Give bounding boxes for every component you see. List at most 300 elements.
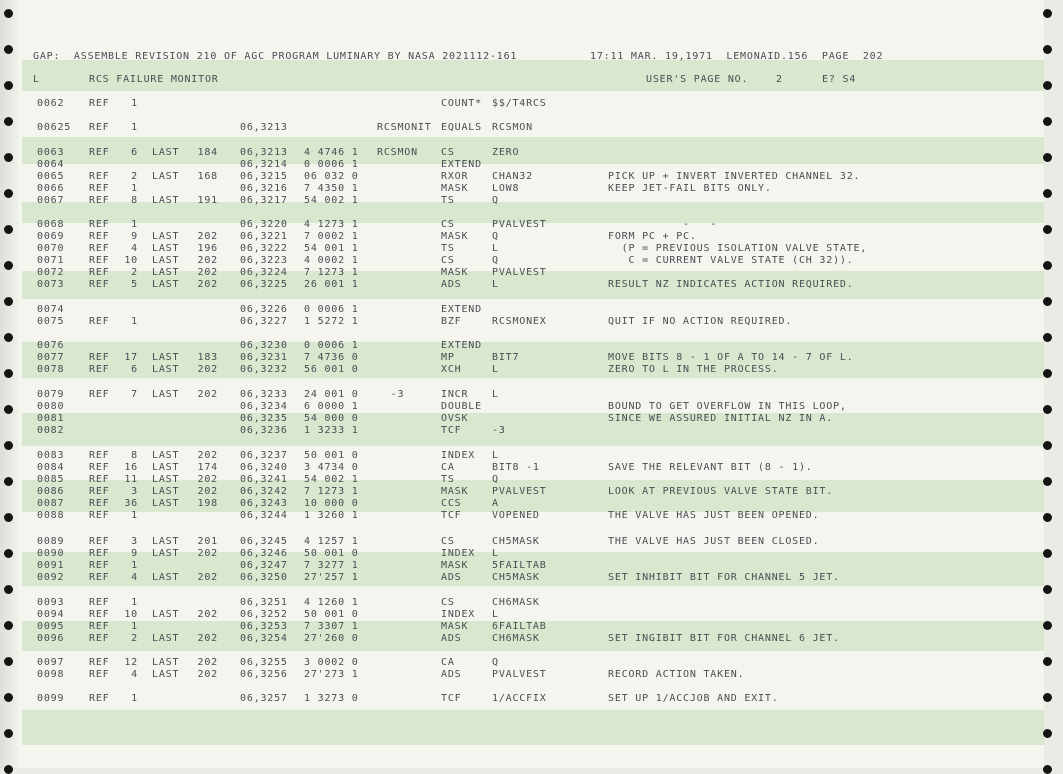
row-operand: Q (492, 657, 499, 668)
row-last-num: 202 (197, 633, 218, 644)
row-op: EXTEND (441, 340, 482, 351)
row-operand: PVALVEST (492, 267, 547, 278)
row-ref: REF (89, 195, 110, 206)
row-last-num: 202 (197, 279, 218, 290)
row-operand: $$/T4RCS (492, 98, 547, 109)
listing-row (0, 183, 1063, 195)
row-operand: RCSMONEX (492, 316, 547, 327)
row-line: 0063 (37, 147, 65, 158)
row-code: 27'260 0 (304, 633, 359, 644)
row-operand: L (492, 609, 499, 620)
row-addr: 06,3227 (240, 316, 288, 327)
row-comment: - - (608, 219, 718, 230)
row-op: MASK (441, 183, 469, 194)
row-line: 0092 (37, 572, 65, 583)
row-ref: REF (89, 633, 110, 644)
row-label: RCSMON (377, 147, 418, 158)
listing-row (0, 536, 1063, 548)
row-comment: SET INHIBIT BIT FOR CHANNEL 5 JET. (608, 572, 840, 583)
feed-hole (4, 9, 13, 18)
row-operand: 5FAILTAB (492, 560, 547, 571)
row-addr: 06,3216 (240, 183, 288, 194)
row-line: 0085 (37, 474, 65, 485)
printout-sheet (18, 0, 1044, 768)
row-comment: SINCE WE ASSURED INITIAL NZ IN A. (608, 413, 834, 424)
row-code: 7 3307 1 (304, 621, 359, 632)
row-comment: RESULT NZ INDICATES ACTION REQUIRED. (608, 279, 854, 290)
row-last: LAST (152, 195, 180, 206)
row-line: 0077 (37, 352, 65, 363)
row-comment: SET UP 1/ACCJOB AND EXIT. (608, 693, 779, 704)
feed-hole (4, 81, 13, 90)
row-count: 4 (131, 572, 138, 583)
row-count: 10 (124, 255, 138, 266)
row-count: 2 (131, 171, 138, 182)
row-line: 0084 (37, 462, 65, 473)
row-operand: 1/ACCFIX (492, 693, 547, 704)
right-code: E? S4 (822, 74, 857, 85)
row-code: 7 4736 0 (304, 352, 359, 363)
feed-hole (1043, 45, 1052, 54)
listing-row (0, 560, 1063, 572)
row-line: 0072 (37, 267, 65, 278)
feed-hole (4, 441, 13, 450)
row-comment: QUIT IF NO ACTION REQUIRED. (608, 316, 793, 327)
section-title: RCS FAILURE MONITOR (89, 74, 219, 85)
row-code: 24 001 0 (304, 389, 359, 400)
row-line: 0068 (37, 219, 65, 230)
row-comment: RECORD ACTION TAKEN. (608, 669, 745, 680)
row-op: CA (441, 462, 455, 473)
row-op: TS (441, 243, 455, 254)
row-ref: REF (89, 572, 110, 583)
row-line: 00625 (37, 122, 72, 133)
row-count: 4 (131, 243, 138, 254)
listing-row (0, 510, 1063, 522)
row-addr: 06,3213 (240, 147, 288, 158)
row-addr: 06,3225 (240, 279, 288, 290)
row-operand: PVALVEST (492, 669, 547, 680)
row-ref: REF (89, 364, 110, 375)
row-addr: 06,3214 (240, 159, 288, 170)
row-last-num: 202 (197, 572, 218, 583)
row-last-num: 196 (197, 243, 218, 254)
row-count: 10 (124, 609, 138, 620)
feed-hole (4, 765, 13, 774)
user-page-number: 2 (776, 74, 783, 85)
row-op: INDEX (441, 548, 476, 559)
row-ref: REF (89, 657, 110, 668)
row-addr: 06,3242 (240, 486, 288, 497)
row-ref: REF (89, 486, 110, 497)
row-addr: 06,3231 (240, 352, 288, 363)
feed-hole (1043, 729, 1052, 738)
row-last-num: 202 (197, 486, 218, 497)
row-line: 0079 (37, 389, 65, 400)
listing-row (0, 657, 1063, 669)
row-line: 0095 (37, 621, 65, 632)
row-op: COUNT* (441, 98, 482, 109)
row-op: INDEX (441, 609, 476, 620)
row-line: 0076 (37, 340, 65, 351)
green-band (22, 710, 1044, 745)
row-operand: -3 (492, 425, 506, 436)
row-ref: REF (89, 609, 110, 620)
listing-row (0, 389, 1063, 401)
row-count: 1 (131, 560, 138, 571)
row-addr: 06,3240 (240, 462, 288, 473)
row-last: LAST (152, 462, 180, 473)
row-op: MP (441, 352, 455, 363)
row-count: 7 (131, 389, 138, 400)
row-ref: REF (89, 122, 110, 133)
row-ref: REF (89, 669, 110, 680)
row-code: 7 4350 1 (304, 183, 359, 194)
row-ref: REF (89, 510, 110, 521)
listing-row (0, 122, 1063, 134)
row-code: 3 4734 0 (304, 462, 359, 473)
row-ref: REF (89, 498, 110, 509)
row-op: TCF (441, 510, 462, 521)
row-op: CCS (441, 498, 462, 509)
row-operand: CHAN32 (492, 171, 533, 182)
row-addr: 06,3235 (240, 413, 288, 424)
feed-hole (4, 45, 13, 54)
row-last-num: 202 (197, 255, 218, 266)
row-ref: REF (89, 462, 110, 473)
row-last-num: 202 (197, 267, 218, 278)
row-last: LAST (152, 669, 180, 680)
row-count: 2 (131, 633, 138, 644)
row-code: 1 3260 1 (304, 510, 359, 521)
row-ref: REF (89, 231, 110, 242)
user-page-label: USER'S PAGE NO. (646, 74, 749, 85)
feed-hole (4, 729, 13, 738)
row-operand: PVALVEST (492, 486, 547, 497)
row-code: 26 001 1 (304, 279, 359, 290)
row-last-num: 202 (197, 669, 218, 680)
row-count: 8 (131, 450, 138, 461)
row-addr: 06,3215 (240, 171, 288, 182)
row-ref: REF (89, 352, 110, 363)
row-code: 0 0006 1 (304, 304, 359, 315)
row-last: LAST (152, 633, 180, 644)
row-operand: PVALVEST (492, 219, 547, 230)
row-code: 4 4746 1 (304, 147, 359, 158)
row-code: 54 002 1 (304, 195, 359, 206)
row-op: ADS (441, 633, 462, 644)
row-op: CS (441, 219, 455, 230)
row-count: 6 (131, 364, 138, 375)
row-count: 1 (131, 219, 138, 230)
listing-row (0, 340, 1063, 352)
row-op: CS (441, 536, 455, 547)
row-code: 27'257 1 (304, 572, 359, 583)
row-operand: BIT7 (492, 352, 520, 363)
row-line: 0078 (37, 364, 65, 375)
row-last: LAST (152, 486, 180, 497)
row-operand: BIT8 -1 (492, 462, 540, 473)
row-count: 12 (124, 657, 138, 668)
row-last: LAST (152, 267, 180, 278)
row-last-num: 174 (197, 462, 218, 473)
row-addr: 06,3253 (240, 621, 288, 632)
row-ref: REF (89, 474, 110, 485)
row-line: 0093 (37, 597, 65, 608)
row-code: 7 0002 1 (304, 231, 359, 242)
row-code: 10 000 0 (304, 498, 359, 509)
row-code: 54 002 1 (304, 474, 359, 485)
row-code: 7 3277 1 (304, 560, 359, 571)
listing-row (0, 633, 1063, 645)
row-addr: 06,3254 (240, 633, 288, 644)
listing-row (0, 462, 1063, 474)
row-code: 4 1257 1 (304, 536, 359, 547)
row-last: LAST (152, 609, 180, 620)
row-addr: 06,3217 (240, 195, 288, 206)
row-addr: 06,3236 (240, 425, 288, 436)
row-last-num: 202 (197, 474, 218, 485)
row-line: 0097 (37, 657, 65, 668)
row-ref: REF (89, 147, 110, 158)
row-last: LAST (152, 352, 180, 363)
row-operand: Q (492, 195, 499, 206)
row-code: 27'273 1 (304, 669, 359, 680)
row-last-num: 202 (197, 548, 218, 559)
row-ref: REF (89, 621, 110, 632)
listing-row (0, 316, 1063, 328)
row-op: MASK (441, 231, 469, 242)
row-op: TS (441, 474, 455, 485)
row-last: LAST (152, 231, 180, 242)
row-ref: REF (89, 243, 110, 254)
row-last: LAST (152, 147, 180, 158)
row-code: 54 000 0 (304, 413, 359, 424)
listing-row (0, 352, 1063, 364)
row-count: 3 (131, 536, 138, 547)
row-line: 0083 (37, 450, 65, 461)
row-line: 0086 (37, 486, 65, 497)
row-op: MASK (441, 621, 469, 632)
row-op: CA (441, 657, 455, 668)
row-last: LAST (152, 548, 180, 559)
row-ref: REF (89, 548, 110, 559)
row-addr: 06,3251 (240, 597, 288, 608)
row-count: 11 (124, 474, 138, 485)
row-last: LAST (152, 171, 180, 182)
row-ref: REF (89, 219, 110, 230)
row-code: 4 1260 1 (304, 597, 359, 608)
row-last: LAST (152, 364, 180, 375)
row-comment: KEEP JET-FAIL BITS ONLY. (608, 183, 772, 194)
row-addr: 06,3252 (240, 609, 288, 620)
row-addr: 06,3243 (240, 498, 288, 509)
row-count: 1 (131, 122, 138, 133)
row-line: 0065 (37, 171, 65, 182)
listing-row (0, 572, 1063, 584)
listing-row (0, 279, 1063, 291)
row-count: 5 (131, 279, 138, 290)
row-operand: CH6MASK (492, 633, 540, 644)
row-operand: CH5MASK (492, 572, 540, 583)
feed-hole (1043, 81, 1052, 90)
feed-hole (1043, 9, 1052, 18)
row-line: 0081 (37, 413, 65, 424)
listing-row (0, 267, 1063, 279)
row-last-num: 191 (197, 195, 218, 206)
row-line: 0087 (37, 498, 65, 509)
row-addr: 06,3247 (240, 560, 288, 571)
row-count: 6 (131, 147, 138, 158)
row-comment: THE VALVE HAS JUST BEEN OPENED. (608, 510, 820, 521)
listing-row (0, 243, 1063, 255)
row-code: 7 1273 1 (304, 267, 359, 278)
row-last: LAST (152, 657, 180, 668)
row-op: INDEX (441, 450, 476, 461)
row-addr: 06,3257 (240, 693, 288, 704)
row-op: CS (441, 147, 455, 158)
row-ref: REF (89, 98, 110, 109)
row-op: EXTEND (441, 159, 482, 170)
row-code: 06 032 0 (304, 171, 359, 182)
row-comment: FORM PC + PC. (608, 231, 697, 242)
row-code: 50 001 0 (304, 450, 359, 461)
row-addr: 06,3230 (240, 340, 288, 351)
row-count: 9 (131, 548, 138, 559)
listing-row (0, 413, 1063, 425)
row-last-num: 184 (197, 147, 218, 158)
row-label: -3 (377, 389, 405, 400)
row-operand: L (492, 364, 499, 375)
row-op: MASK (441, 560, 469, 571)
row-code: 1 5272 1 (304, 316, 359, 327)
row-last: LAST (152, 498, 180, 509)
row-op: DOUBLE (441, 401, 482, 412)
row-label: RCSMONIT (377, 122, 432, 133)
row-op: CS (441, 255, 455, 266)
row-code: 3 0002 0 (304, 657, 359, 668)
listing-row (0, 498, 1063, 510)
row-op: MASK (441, 267, 469, 278)
listing-row (0, 98, 1063, 110)
row-code: 56 001 0 (304, 364, 359, 375)
row-line: 0094 (37, 609, 65, 620)
listing-row (0, 450, 1063, 462)
row-operand: L (492, 389, 499, 400)
listing-row (0, 171, 1063, 183)
row-code: 54 001 1 (304, 243, 359, 254)
row-addr: 06,3246 (240, 548, 288, 559)
row-ref: REF (89, 536, 110, 547)
row-code: 0 0006 1 (304, 340, 359, 351)
header-title: GAP: ASSEMBLE REVISION 210 OF AGC PROGRAM LUMINARY BY NASA 2021112-161 (33, 51, 518, 62)
row-addr: 06,3224 (240, 267, 288, 278)
row-ref: REF (89, 279, 110, 290)
row-code: 0 0006 1 (304, 159, 359, 170)
row-count: 1 (131, 693, 138, 704)
row-op: ADS (441, 669, 462, 680)
row-count: 2 (131, 267, 138, 278)
row-code: 50 001 0 (304, 609, 359, 620)
row-op: MASK (441, 486, 469, 497)
row-addr: 06,3256 (240, 669, 288, 680)
row-ref: REF (89, 389, 110, 400)
row-line: 0088 (37, 510, 65, 521)
row-last: LAST (152, 572, 180, 583)
row-ref: REF (89, 693, 110, 704)
row-op: EXTEND (441, 304, 482, 315)
row-count: 1 (131, 597, 138, 608)
row-last-num: 202 (197, 609, 218, 620)
row-comment: C = CURRENT VALVE STATE (CH 32)). (608, 255, 854, 266)
row-last-num: 202 (197, 657, 218, 668)
row-code: 6 0000 1 (304, 401, 359, 412)
row-op: TCF (441, 425, 462, 436)
row-addr: 06,3222 (240, 243, 288, 254)
feed-hole (1043, 441, 1052, 450)
row-count: 36 (124, 498, 138, 509)
row-code: 1 3233 1 (304, 425, 359, 436)
row-last-num: 183 (197, 352, 218, 363)
row-comment: PICK UP + INVERT INVERTED CHANNEL 32. (608, 171, 861, 182)
row-addr: 06,3226 (240, 304, 288, 315)
row-last-num: 202 (197, 364, 218, 375)
listing-row (0, 304, 1063, 316)
row-op: OVSK (441, 413, 469, 424)
listing-row (0, 609, 1063, 621)
listing-row (0, 669, 1063, 681)
row-op: ADS (441, 279, 462, 290)
listing-row (0, 231, 1063, 243)
header-time: 17:11 MAR. 19,1971 LEMONAID.156 PAGE 202 (590, 51, 884, 62)
row-last-num: 201 (197, 536, 218, 547)
row-line: 0062 (37, 98, 65, 109)
row-count: 1 (131, 98, 138, 109)
row-op: RXOR (441, 171, 469, 182)
row-ref: REF (89, 597, 110, 608)
row-operand: L (492, 279, 499, 290)
row-line: 0071 (37, 255, 65, 266)
row-count: 1 (131, 316, 138, 327)
row-comment: BOUND TO GET OVERFLOW IN THIS LOOP, (608, 401, 847, 412)
row-op: TS (441, 195, 455, 206)
row-addr: 06,3232 (240, 364, 288, 375)
listing-row (0, 597, 1063, 609)
row-op: ADS (441, 572, 462, 583)
row-line: 0067 (37, 195, 65, 206)
row-count: 9 (131, 231, 138, 242)
row-operand: Q (492, 474, 499, 485)
row-comment: MOVE BITS 8 - 1 OF A TO 14 - 7 OF L. (608, 352, 854, 363)
row-op: TCF (441, 693, 462, 704)
row-line: 0090 (37, 548, 65, 559)
listing-row (0, 693, 1063, 705)
row-ref: REF (89, 267, 110, 278)
row-op: BZF (441, 316, 462, 327)
row-line: 0064 (37, 159, 65, 170)
row-addr: 06,3250 (240, 572, 288, 583)
row-operand: LOW8 (492, 183, 520, 194)
feed-hole (1043, 585, 1052, 594)
row-code: 7 1273 1 (304, 486, 359, 497)
row-count: 16 (124, 462, 138, 473)
row-count: 1 (131, 621, 138, 632)
row-last-num: 202 (197, 450, 218, 461)
row-code: 50 001 0 (304, 548, 359, 559)
row-op: INCR (441, 389, 469, 400)
row-op: CS (441, 597, 455, 608)
row-comment: (P = PREVIOUS ISOLATION VALVE STATE, (608, 243, 868, 254)
